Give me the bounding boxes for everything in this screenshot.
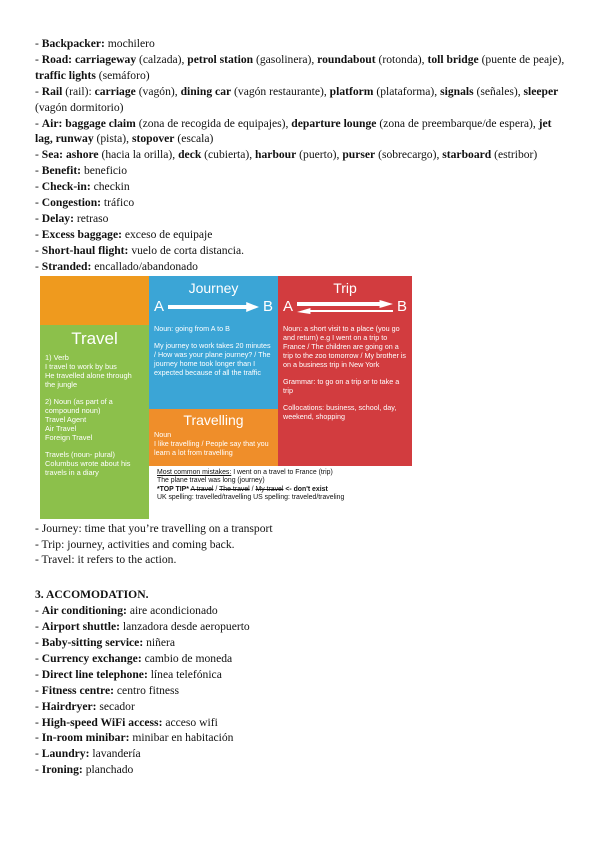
vocab-backpacker: - Backpacker: mochilero bbox=[35, 37, 155, 50]
vocab-excess-baggage: - Excess baggage: exceso de equipaje bbox=[35, 227, 213, 241]
list-item: - Ironing: planchado bbox=[35, 763, 134, 777]
vocab-air: - Air: baggage claim (zona de recogida de equipajes), departure lounge (zona de preembarque/de espera), jet lag, runway (pista), stopover (escala) bbox=[35, 116, 552, 146]
document-page bbox=[35, 36, 565, 778]
list-item: - Air conditioning: aire acondicionado bbox=[35, 604, 218, 618]
travel-journey-trip-infographic bbox=[40, 276, 412, 519]
travel-panel: Travel 1) Verb I travel to work by bus He travelled alone through the jungle 2) Noun (as part of a compound noun) Travel Agent Air Travel Foreign Travel Travels (noun- plural) Columbus wrote about his travels in a diary bbox=[40, 325, 149, 519]
trip-arrow-row: A B bbox=[283, 298, 407, 316]
note-travel: - Travel: it refers to the action. bbox=[35, 553, 177, 567]
vocab-stranded: - Stranded: encallado/abandonado bbox=[35, 259, 198, 273]
note-journey: - Journey: time that you’re travelling on a transport bbox=[35, 521, 273, 535]
list-item: - Hairdryer: secador bbox=[35, 699, 135, 713]
vocab-sea: - Sea: ashore (hacia la orilla), deck (cubierta), harbour (puerto), purser (sobrecargo), starboard (estribor) bbox=[35, 148, 538, 162]
vocab-delay: - Delay: retraso bbox=[35, 211, 109, 225]
travelling-panel: Travelling Noun I like travelling / People say that you learn a lot from travelling bbox=[149, 409, 278, 466]
list-item: - Currency exchange: cambio de moneda bbox=[35, 651, 233, 665]
journey-arrow-row: A B bbox=[154, 298, 273, 316]
list-item: - Direct line telephone: línea telefónica bbox=[35, 667, 222, 681]
journey-panel: Journey A B Noun: going from A to B My journey to work takes 20 minutes / How was your plane journey? / The journey home took longer than I expected because of all the traffic bbox=[149, 276, 278, 409]
section-heading-accommodation: 3. ACCOMODATION. bbox=[35, 588, 149, 602]
vocab-road: - Road: carriageway (calzada), petrol station (gasolinera), roundabout (rotonda), toll bridge (puente de peaje), traffic lights (semáforo) bbox=[35, 52, 565, 82]
right-arrow-icon bbox=[168, 302, 259, 312]
orange-header-block bbox=[40, 276, 149, 325]
vocab-rail: - Rail (rail): carriage (vagón), dining car (vagón restaurante), platform (plataforma), signals (señales), sleeper (vagón dormitorio) bbox=[35, 84, 559, 114]
list-item: - High-speed WiFi access: acceso wifi bbox=[35, 715, 218, 729]
double-arrow-icon bbox=[297, 300, 393, 314]
travelling-title: Travelling bbox=[183, 411, 244, 428]
list-item: - Laundry: lavandería bbox=[35, 747, 141, 761]
note-trip: - Trip: journey, activities and coming back. bbox=[35, 537, 235, 551]
accommodation-list bbox=[35, 603, 565, 778]
list-item: - Baby-sitting service: niñera bbox=[35, 636, 176, 650]
vocab-congestion: - Congestion: tráfico bbox=[35, 196, 135, 210]
journey-title: Journey bbox=[188, 279, 239, 296]
list-item: - In-room minibar: minibar en habitación bbox=[35, 731, 234, 745]
travel-title: Travel bbox=[71, 328, 118, 348]
vocab-short-haul: - Short-haul flight: vuelo de corta distancia. bbox=[35, 243, 244, 257]
trip-panel: Trip A B Noun: a short visit to a place (you go and return) e.g I went on a trip to France / The children are going on a trip to the zoo tomorrow / My brother is on a business trip in New York Grammar: to go on a trip or to take a trip Collocations: business, school, day, weekend, shopping bbox=[278, 276, 412, 466]
vocab-checkin: - Check-in: checkin bbox=[35, 180, 130, 194]
list-item: - Fitness centre: centro fitness bbox=[35, 683, 180, 697]
trip-title: Trip bbox=[333, 279, 357, 296]
vocab-benefit: - Benefit: beneficio bbox=[35, 164, 128, 178]
common-mistakes-panel: Most common mistakes: I went on a travel to France (trip) The plane travel was long (journey) *TOP TIP* A travel / The travel / My travel <- don't exist UK spelling: travelled/travelling US spelling: traveled/traveling bbox=[149, 466, 412, 519]
list-item: - Airport shuttle: lanzadora desde aeropuerto bbox=[35, 620, 250, 634]
